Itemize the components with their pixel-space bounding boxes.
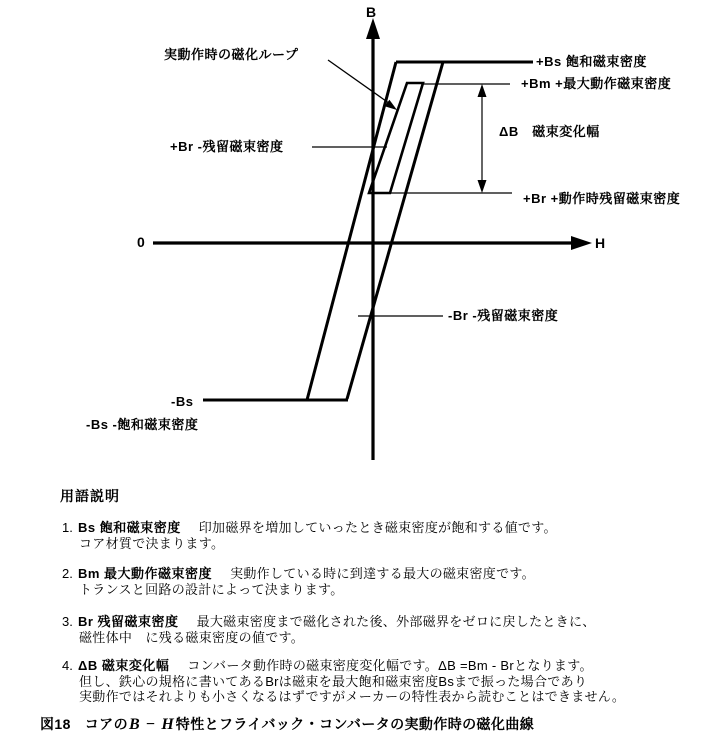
item-description-cont: トランスと回路の設計によって決まります。 [79,581,344,597]
caption-post: 特性とフライバック・コンバータの実動作時の磁化曲線 [175,716,535,732]
h-axis-arrowhead-icon [571,236,592,250]
loop-pointer-line [328,60,393,106]
item-description-cont: 但し、鉄心の規格に書いてあるBrは磁束を最大飽和磁束密度Bsまで振った場合であり [79,673,588,689]
minus-bs-label: -Bs [171,394,194,409]
figure-number: 図18 [40,716,71,732]
caption-pre: コアの [84,716,128,732]
item-description-cont: コア材質で決まります。 [79,535,225,551]
term-item-delta-b [62,658,702,705]
delta-b-arrowhead-up-icon [478,84,487,97]
outer-loop-right-slant [347,62,443,399]
figure-caption [40,714,534,734]
term-item-bs [62,520,702,551]
item-description: 印加磁界を増加していったとき磁束密度が飽和する値です。 [198,520,557,535]
item-term: Bm 最大動作磁束密度 [78,566,213,581]
item-term: Br 残留磁束密度 [78,614,179,629]
item-description-cont: 実動作ではそれよりも小さくなるはずですがメーカーの特性表から読むことはできません。 [79,689,626,704]
term-item-br [62,614,702,645]
delta-b-label: ΔB 磁束変化幅 [499,124,600,139]
term-line [62,658,702,674]
item-description: 最大磁束密度まで磁化された後、外部磁界をゼロに戻したときに、 [196,614,596,629]
plus-br-right-label: +Br +動作時残留磁束密度 [523,191,681,206]
term-line [62,520,702,536]
item-number: 1. [62,520,73,535]
term-line [62,614,702,630]
operating-loop-label: 実動作時の磁化ループ [164,47,299,62]
item-number: 2. [62,566,73,581]
item-term: ΔB 磁束変化幅 [78,658,170,673]
item-number: 3. [62,614,73,629]
item-number: 4. [62,658,73,673]
delta-b-arrowhead-down-icon [478,180,487,193]
h-axis-label: H [595,235,606,251]
b-axis-arrowhead-icon [366,18,380,39]
minus-br-label: -Br -残留磁束密度 [448,308,559,323]
outer-loop-left-slant [307,62,396,400]
minus-bs-full-label: -Bs -飽和磁束密度 [86,417,199,432]
item-description: コンバータ動作時の磁束密度変化幅です。ΔB =Bm - Brとなります。 [187,658,593,673]
plus-bs-label: +Bs 飽和磁束密度 [536,54,647,69]
terminology-heading: 用語説明 [60,488,120,504]
b-axis-label: B [366,4,377,20]
caption-math-bh: B − H [128,716,175,733]
plus-br-left-label: +Br -残留磁束密度 [170,139,284,154]
item-description: 実動作している時に到達する最大の磁束密度です。 [230,566,535,581]
item-description-cont: 磁性体中 に残る磁束密度の値です。 [79,629,305,645]
term-item-bm [62,566,702,597]
item-term: Bs 飽和磁束密度 [78,520,181,535]
plus-bm-label: +Bm +最大動作磁束密度 [521,76,672,91]
origin-label: 0 [137,234,145,250]
term-line [62,566,702,582]
